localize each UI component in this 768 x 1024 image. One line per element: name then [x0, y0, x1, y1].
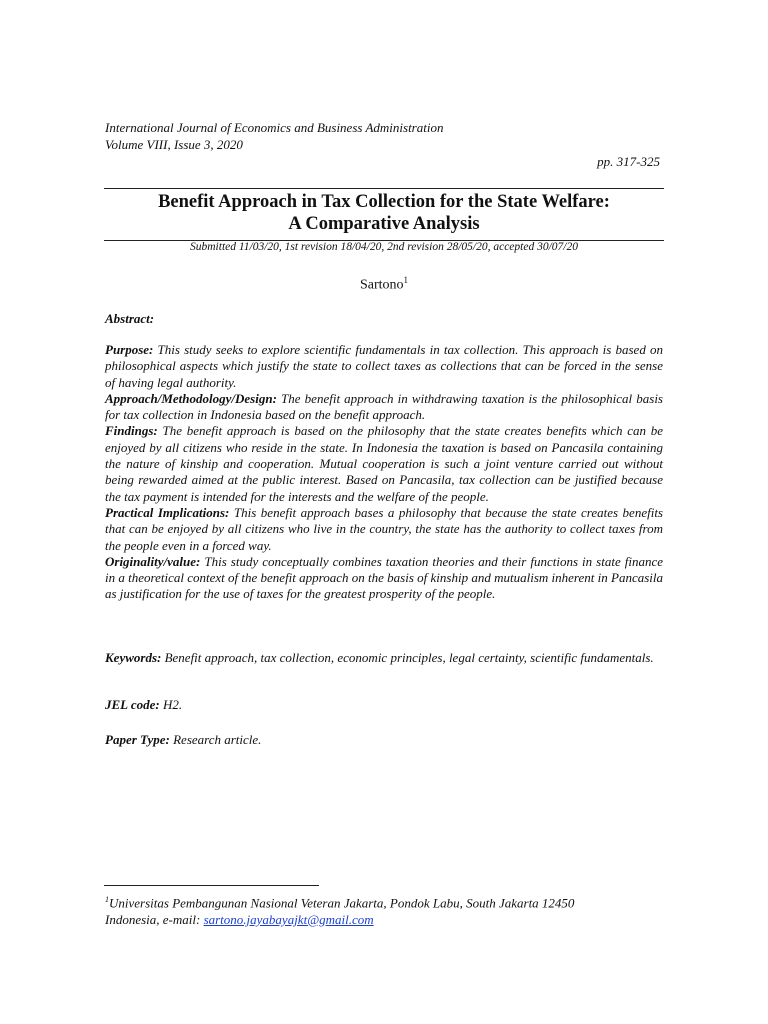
keywords-text: Benefit approach, tax collection, economic principles, legal certainty, scientific fundamentals.	[161, 650, 654, 665]
author-name: Sartono	[359, 277, 404, 293]
keywords-label: Keywords:	[105, 650, 162, 665]
jel-code	[105, 697, 663, 713]
abstract-purpose	[105, 342, 663, 391]
journal-header	[105, 120, 443, 153]
section-text: The benefit approach is based on the philosophy that the state creates benefits which can be enjoyed by all citizens who reside in the state. In Indonesia the taxation is based on Pancasila containing the nature of kinship and cooperation. Mutual cooperation is such a joint venture carried out without being rewarded aimed at the public interest. Based on Pancasila, tax collection can be justified because the tax payment is intended for the interests and the welfare of the people.	[105, 423, 663, 504]
section-label: Approach/Methodology/Design:	[105, 390, 277, 406]
abstract-originality	[105, 554, 663, 603]
title-line-2: A Comparative Analysis	[288, 214, 480, 234]
section-text: This study seeks to explore scientific fundamentals in tax collection. This approach is based on philosophical aspects which justify the state to collect taxes as collections that can be forced in the sense of having legal authority.	[105, 342, 663, 390]
email-prefix: Indonesia, e-mail:	[105, 911, 204, 927]
paper-type-label: Paper Type:	[105, 732, 170, 747]
paper-type-text: Research article.	[169, 732, 262, 747]
section-label: Originality/value:	[105, 553, 201, 569]
author-footnote-marker: 1	[403, 275, 409, 285]
section-text: This study conceptually combines taxation theories and their functions in state finance in a theoretical context of the benefit approach on the basis of kinship and mutualism inherent in Pancasila as justification for the use of taxes for the greatest prosperity of the people.	[105, 553, 663, 602]
page-range: pp. 317-325	[597, 154, 660, 169]
journal-name: International Journal of Economics and Business Administration	[105, 120, 444, 135]
section-label: Purpose:	[105, 342, 154, 357]
title-line-1: Benefit Approach in Tax Collection for the State Welfare:	[158, 192, 610, 212]
section-label: Practical Implications:	[105, 504, 230, 520]
submission-dates: Submitted 11/03/20, 1st revision 18/04/20, 2nd revision 28/05/20, accepted 30/07/20	[190, 241, 578, 253]
jel-label: JEL code:	[105, 697, 160, 712]
abstract-approach	[105, 391, 663, 424]
abstract-findings	[105, 423, 663, 504]
abstract-practical-implications	[105, 505, 663, 554]
footnote-line-2	[105, 912, 665, 929]
keywords	[105, 650, 663, 666]
abstract-label: Abstract:	[105, 311, 155, 326]
author	[104, 275, 664, 294]
email-link[interactable]: sartono.jayabayajkt@gmail.com	[203, 911, 374, 927]
section-text: This benefit approach bases a philosophy that because the state creates benefits that can be enjoyed by all citizens who live in the country, the state has the authority to collect taxes from the people even in a forced way.	[105, 504, 663, 553]
title-top-rule	[104, 188, 664, 189]
journal-volume: Volume VIII, Issue 3, 2020	[105, 136, 243, 152]
section-label: Findings:	[105, 423, 158, 439]
footnote	[105, 892, 665, 928]
footnote-marker: 1	[105, 895, 109, 904]
paper-title	[104, 191, 664, 235]
footnote-rule	[104, 885, 319, 886]
jel-text: H2.	[159, 697, 183, 712]
abstract-body	[105, 342, 663, 603]
affiliation: Universitas Pembangunan Nasional Veteran Jakarta, Pondok Labu, South Jakarta 12450	[109, 895, 575, 911]
footnote-line-1	[105, 892, 665, 912]
paper-type	[105, 732, 663, 748]
section-text: The benefit approach in withdrawing taxation is the philosophical basis for tax collection in Indonesia based on the benefit approach.	[105, 390, 663, 423]
